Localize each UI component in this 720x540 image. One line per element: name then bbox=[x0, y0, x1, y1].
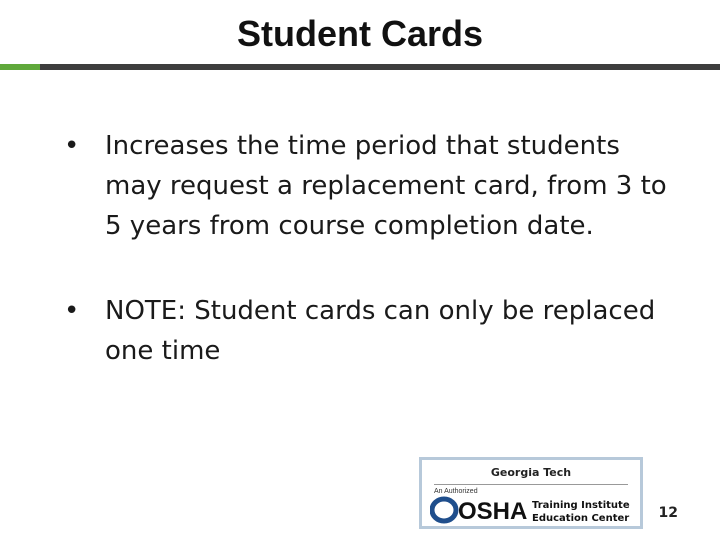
title-underline bbox=[0, 64, 720, 70]
logo-tie-text bbox=[532, 499, 630, 525]
osha-training-institute-logo bbox=[419, 457, 643, 529]
title-underline-accent bbox=[0, 64, 40, 70]
logo-line-1: Training Institute bbox=[532, 500, 630, 511]
slide-title: Student Cards bbox=[236, 13, 484, 54]
logo-org-name: Georgia Tech bbox=[490, 466, 572, 479]
page-number: 12 bbox=[658, 505, 678, 521]
logo-line-2: Education Center bbox=[532, 513, 630, 524]
logo-authorized-text: An Authorized bbox=[434, 488, 478, 495]
bullet-text: Increases the time period that students may request a replacement card, from 3 to 5 years from course completion date. bbox=[105, 131, 667, 241]
osha-mark-icon bbox=[430, 496, 532, 524]
bullet-marker: • bbox=[64, 131, 80, 161]
bullet-marker: • bbox=[64, 296, 80, 326]
osha-mark-text: OSHA bbox=[458, 498, 528, 524]
bullet-list bbox=[60, 126, 680, 371]
bullet-item bbox=[60, 291, 680, 371]
bullet-item bbox=[60, 126, 680, 246]
bullet-text: NOTE: Student cards can only be replaced one time bbox=[105, 296, 656, 366]
title-underline-bar bbox=[40, 64, 720, 70]
logo-divider bbox=[434, 484, 628, 485]
